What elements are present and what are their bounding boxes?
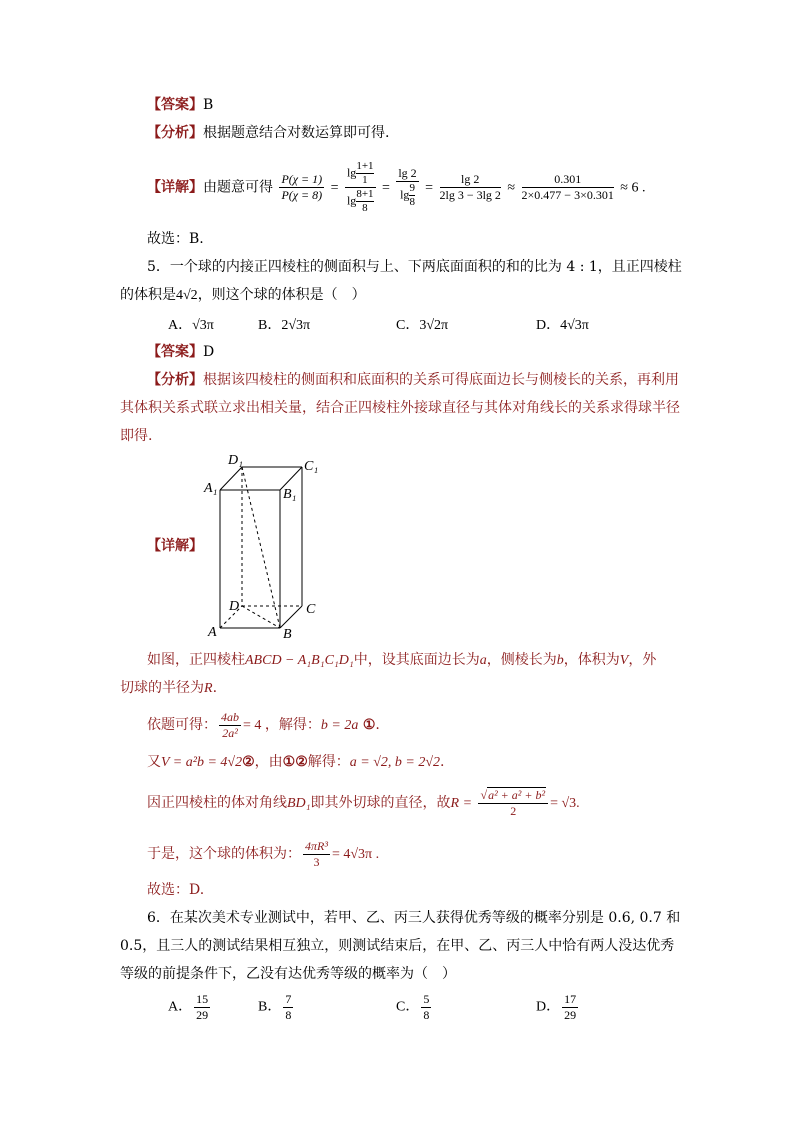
label-c1: C₁ (304, 459, 319, 474)
analysis-tag: 【分析】 (147, 125, 203, 141)
q6-stem-line1: 6．在某次美术专业测试中，若甲、乙、丙三人获得优秀等级的概率分别是 0.6, 0.7 和 (147, 910, 681, 926)
q4-conclusion: 故选：B. (147, 231, 204, 247)
q5-conclusion: 故选：D. (147, 882, 205, 898)
q4-analysis-line (147, 123, 389, 143)
fraction-numeric: $\frac{0.301}{2\times 0.477 - 3\times 0.301}$ (521, 172, 614, 202)
q5-option-d[interactable]: D．4√3π (536, 318, 589, 333)
q5-stem-line2: 的体积是4√2，则这个球的体积是（ ） (120, 287, 366, 303)
prism-figure (200, 450, 330, 640)
q5-analysis-line1: 【分析】根据该四棱柱的侧面积和底面积的关系可得底面边长与侧棱长的关系，再利用 (147, 372, 679, 388)
q5-step6: 于是，这个球的体积为： $\frac{\text{4πR³}}{3}$ = 4√3π . (147, 838, 380, 869)
label-d1: D₁ (228, 453, 243, 468)
q5-option-c[interactable]: C．3√2π (396, 318, 449, 333)
q5-stem-line1: 5．一个球的内接正四棱柱的侧面积与上、下两底面面积的和的比为 4 : 1，且正四棱柱 (147, 259, 682, 275)
q5-step3: 依题可得： $\frac{4ab}{\text{2a²}}$ = 4 ，解得：b = 2a ①. (147, 709, 380, 740)
q6-stem-line3: 等级的前提条件下，乙没有达优秀等级的概率为（ ） (120, 966, 456, 982)
q6-stem-line2: 0.5，且三人的测试结果相互独立，则测试结束后，在甲、乙、丙三人中恰有两人没达优秀 (120, 938, 675, 954)
fraction-lg-ratio: lg $\frac{1+1}{1}$ lg $\frac{8+1}{8}$ (346, 160, 374, 214)
q5-step1: 如图，正四棱柱ABCD − A₁B₁C₁D₁中，设其底面边长为a，侧棱长为b，体积为V，外 (147, 652, 657, 668)
q5-step4: 又V = a²b = 4√2②，由①②解得：a = √2, b = 2√2. (147, 754, 445, 770)
q5-analysis-line2: 其体积关系式联立求出相关量，结合正四棱柱外接球直径与其体对角线长的关系求得球半径 (120, 400, 680, 416)
q6-option-a[interactable]: A． $\frac{15}{29}$ (168, 992, 209, 1022)
detail-tag: 【详解】 (147, 179, 203, 196)
q5-detail-tag: 【详解】 (147, 538, 203, 554)
q5-step2: 切球的半径为R. (120, 680, 218, 696)
label-b1: B₁ (283, 487, 297, 502)
volume-value: 4√2 (176, 288, 198, 303)
answer-value: B (203, 97, 214, 113)
fraction-prob: $\frac{P(\chi = 1)}{P(\chi = 8)}$ (281, 172, 323, 202)
label-a: A (208, 625, 217, 640)
label-d: D (229, 599, 240, 614)
q5-analysis-line3: 即得. (120, 428, 153, 444)
q6-option-c[interactable]: C． $\frac{5}{8}$ (396, 992, 430, 1022)
label-b: B (283, 627, 292, 640)
fraction-lg2-lg98: lg 2 lg $\frac{9}{8}$ (398, 166, 417, 208)
analysis-text: 根据题意结合对数运算即可得. (203, 125, 390, 141)
detail-text: 由题意可得 (203, 179, 273, 196)
fraction-lg-expand: $\frac{\lg 2}{2\lg 3 - 3\lg 2}$ (439, 172, 501, 202)
q5-option-b[interactable]: B．2√3π (258, 318, 311, 333)
label-a1: A₁ (204, 481, 218, 496)
result: ≈ 6 . (620, 180, 646, 196)
q4-detail-line: 【详解】由题意可得 $\frac{P(\chi = 1)}{P(\chi = 8)}$ = lg $\frac{1+1}{1}$ lg $\frac{8+1}{8}$ = lg 2 lg $\frac{9}{8}$ = $\frac{\lg 2}{2\lg 3 - 3\lg 2}$ ≈ $\frac{0.301}{2\times 0.477 - 3\times 0.301}$ ≈ 6 . (147, 160, 646, 214)
q5-answer-line: 【答案】D (147, 344, 215, 360)
q5-option-a[interactable]: A．√3π (168, 318, 214, 333)
q5-step5: 因正四棱柱的体对角线BD₁即其外切球的直径，故R = $\frac{\text{√a² + a² + b²}}{2}$ = √3. (147, 787, 580, 818)
label-c: C (306, 602, 316, 617)
q6-option-b[interactable]: B． $\frac{7}{8}$ (258, 992, 292, 1022)
q6-option-d[interactable]: D． $\frac{17}{29}$ (536, 992, 577, 1022)
answer-tag: 【答案】 (147, 97, 203, 113)
q4-answer-line (147, 95, 213, 115)
